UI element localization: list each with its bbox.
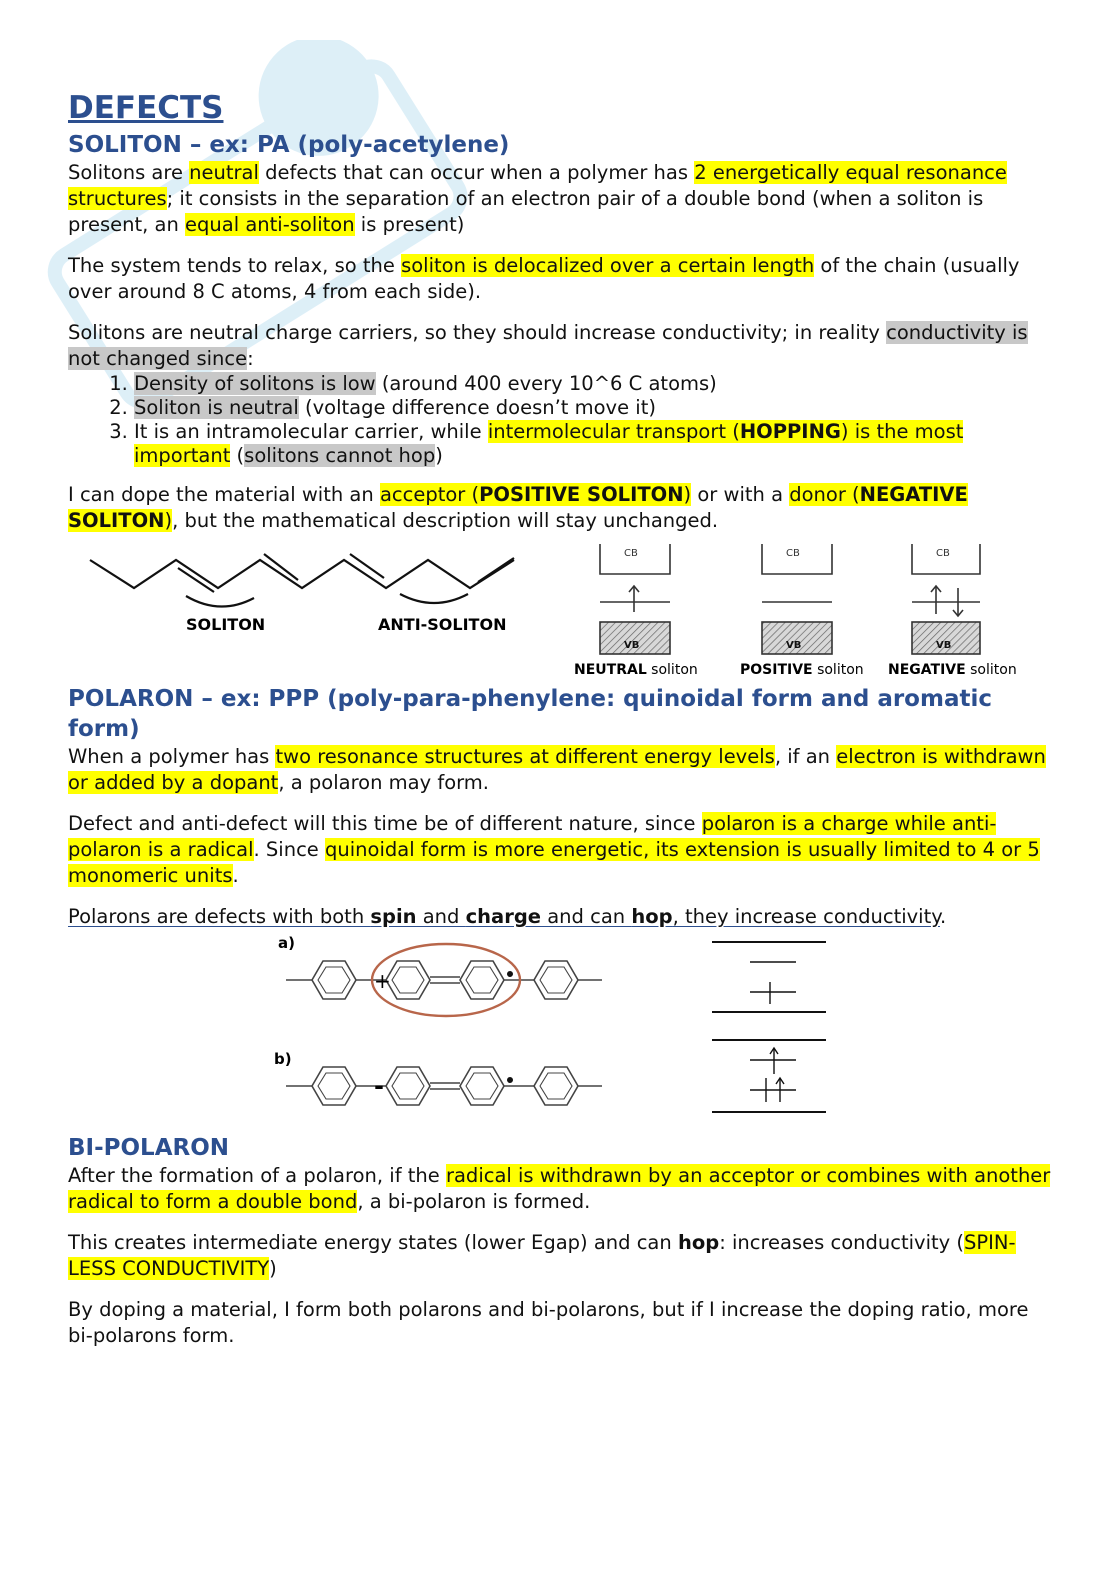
text: (around 400 every 10^6 C atoms) — [375, 372, 717, 395]
highlight: ) — [683, 483, 692, 506]
soliton-paragraph-4 — [68, 482, 1058, 534]
label-b: b) — [274, 1050, 292, 1068]
highlight: ) is the most important — [134, 420, 964, 467]
gray-highlight: Soliton is neutral — [134, 396, 299, 419]
neutral-soliton-caption — [574, 662, 698, 678]
text: It is an intramolecular carrier, while — [134, 420, 488, 443]
highlight: neutral — [189, 161, 259, 184]
highlight: electron is withdrawn or added by a dopant — [68, 745, 1046, 794]
polaron-chain-b — [286, 1067, 602, 1105]
polaron-heading: POLARON – ex: PPP (poly-para-phenylene: quinoidal form and aromatic form) — [68, 686, 992, 742]
gray-highlight: conductivity is not changed since — [68, 321, 1028, 370]
bipolaron-paragraph-2 — [68, 1230, 1058, 1282]
negative-band-diagram — [912, 544, 980, 654]
text: By doping a material, I form both polarons and bi-polarons, but if I increase the doping ratio, more bi-polarons form. — [68, 1298, 1029, 1347]
polaron-chain-a — [286, 944, 602, 1016]
polaron-figure-svg — [68, 936, 1058, 1131]
text: . Since — [253, 838, 325, 861]
text: , they increase conductivity — [672, 905, 940, 928]
text: Solitons are neutral charge carriers, so they should increase conductivity; in reality — [68, 321, 887, 344]
vb-label: VB — [786, 640, 802, 651]
soliton-reasons-list — [68, 372, 1058, 468]
bold-text: charge — [465, 905, 542, 928]
positive-soliton-caption — [740, 662, 864, 678]
vb-label: VB — [936, 640, 952, 651]
text: I can dope the material with an — [68, 483, 380, 506]
text: ; it consists in the separation of an electron pair of a double bond (when a soliton is present, an — [68, 187, 984, 236]
text: . — [232, 864, 239, 887]
highlight: two resonance structures at different energy levels — [275, 745, 775, 768]
highlight: soliton is delocalized over a certain length — [401, 254, 815, 277]
highlight: equal anti-soliton — [185, 213, 355, 236]
text: defects that can occur when a polymer has — [258, 161, 695, 184]
text: , a polaron may form. — [278, 771, 489, 794]
text: The system tends to relax, so the — [68, 254, 402, 277]
bold-text: spin — [370, 905, 417, 928]
list-item — [134, 372, 1058, 396]
text: : increases conductivity ( — [719, 1231, 964, 1254]
soliton-heading: SOLITON – ex: PA (poly-acetylene) — [68, 132, 510, 158]
bipolaron-heading: BI-POLARON — [68, 1135, 230, 1161]
text: . — [940, 905, 947, 928]
text: After the formation of a polaron, if the — [68, 1164, 446, 1187]
caption-suffix: soliton — [965, 662, 1017, 678]
negative-soliton-caption — [888, 662, 1017, 678]
text: This creates intermediate energy states (lower Egap) and can — [68, 1231, 678, 1254]
minus-sign: - — [374, 1072, 384, 1100]
highlight: intermolecular transport ( — [487, 420, 740, 443]
text: ) — [435, 444, 443, 467]
text: of the chain (usually over around 8 C atoms, 4 from each side). — [68, 254, 1020, 303]
soliton-label: SOLITON — [186, 615, 266, 634]
main-content — [68, 86, 1058, 1364]
highlight: SPIN-LESS CONDUCTIVITY — [68, 1231, 1016, 1280]
text: ( — [230, 444, 245, 467]
text: Polarons are defects with both — [68, 905, 371, 928]
text: ) — [269, 1257, 277, 1280]
text: , a bi-polaron is formed. — [357, 1190, 591, 1213]
plus-sign: + — [374, 969, 391, 993]
text: Defect and anti-defect will this time be of different nature, since — [68, 812, 702, 835]
highlight: donor ( — [789, 483, 860, 506]
polaron-paragraph-2 — [68, 811, 1058, 889]
polaron-energy-diagram — [712, 942, 826, 1112]
vb-label: VB — [624, 640, 640, 651]
text: Solitons are — [68, 161, 190, 184]
anti-soliton-label: ANTI-SOLITON — [378, 615, 507, 634]
bold-text: hop — [631, 905, 673, 928]
page-title: DEFECTS — [68, 90, 224, 126]
highlight — [740, 420, 841, 443]
soliton-figure — [68, 540, 1058, 680]
text: is present) — [354, 213, 465, 236]
underlined-sentence — [68, 905, 940, 928]
caption-bold: NEUTRAL — [574, 662, 647, 678]
bold-text: NEGATIVE SOLITON — [68, 483, 968, 532]
caption-bold: POSITIVE — [740, 662, 813, 678]
polaron-paragraph-1 — [68, 744, 1058, 796]
cb-label: CB — [786, 548, 800, 559]
soliton-paragraph-2 — [68, 253, 1058, 305]
bipolaron-paragraph-1 — [68, 1163, 1058, 1215]
bipolaron-paragraph-3 — [68, 1297, 1058, 1349]
list-item — [134, 396, 1058, 420]
highlight: radical is withdrawn by an acceptor or combines with another radical to form a double bond — [68, 1164, 1051, 1213]
soliton-paragraph-1 — [68, 160, 1058, 238]
text: When a polymer has — [68, 745, 276, 768]
soliton-figure-svg — [68, 540, 1058, 680]
text: or with a — [691, 483, 790, 506]
text: (voltage difference doesn’t move it) — [298, 396, 656, 419]
bold-text: hop — [677, 1231, 720, 1254]
gray-highlight: solitons cannot hop — [244, 444, 436, 467]
gray-highlight: Density of solitons is low — [134, 372, 376, 395]
cb-label: CB — [624, 548, 638, 559]
polaron-paragraph-3 — [68, 904, 1058, 930]
text: , if an — [774, 745, 837, 768]
highlight: ) — [164, 509, 173, 532]
soliton-paragraph-3 — [68, 320, 1058, 372]
text: and — [416, 905, 466, 928]
caption-suffix: soliton — [812, 662, 864, 678]
bold-text: POSITIVE SOLITON — [479, 483, 684, 506]
text: : — [247, 347, 254, 370]
caption-bold: NEGATIVE — [888, 662, 966, 678]
highlight: quinoidal form is more energetic, its extension is usually limited to 4 or 5 monomeric units — [68, 838, 1040, 887]
bold-text: HOPPING — [739, 420, 841, 443]
neutral-band-diagram — [600, 544, 670, 654]
highlight: acceptor ( — [379, 483, 480, 506]
cb-label: CB — [936, 548, 950, 559]
highlight: 2 energetically equal resonance structures — [68, 161, 1007, 210]
highlight: polaron is a charge while anti-polaron is a radical — [68, 812, 997, 861]
label-a: a) — [278, 936, 295, 952]
text: , but the mathematical description will stay unchanged. — [172, 509, 719, 532]
list-item — [134, 420, 1058, 468]
caption-suffix: soliton — [646, 662, 698, 678]
highlight — [479, 483, 683, 506]
text: and can — [541, 905, 632, 928]
polaron-figure — [68, 936, 1058, 1131]
positive-band-diagram — [762, 544, 832, 654]
polyacetylene-chain — [90, 554, 514, 607]
